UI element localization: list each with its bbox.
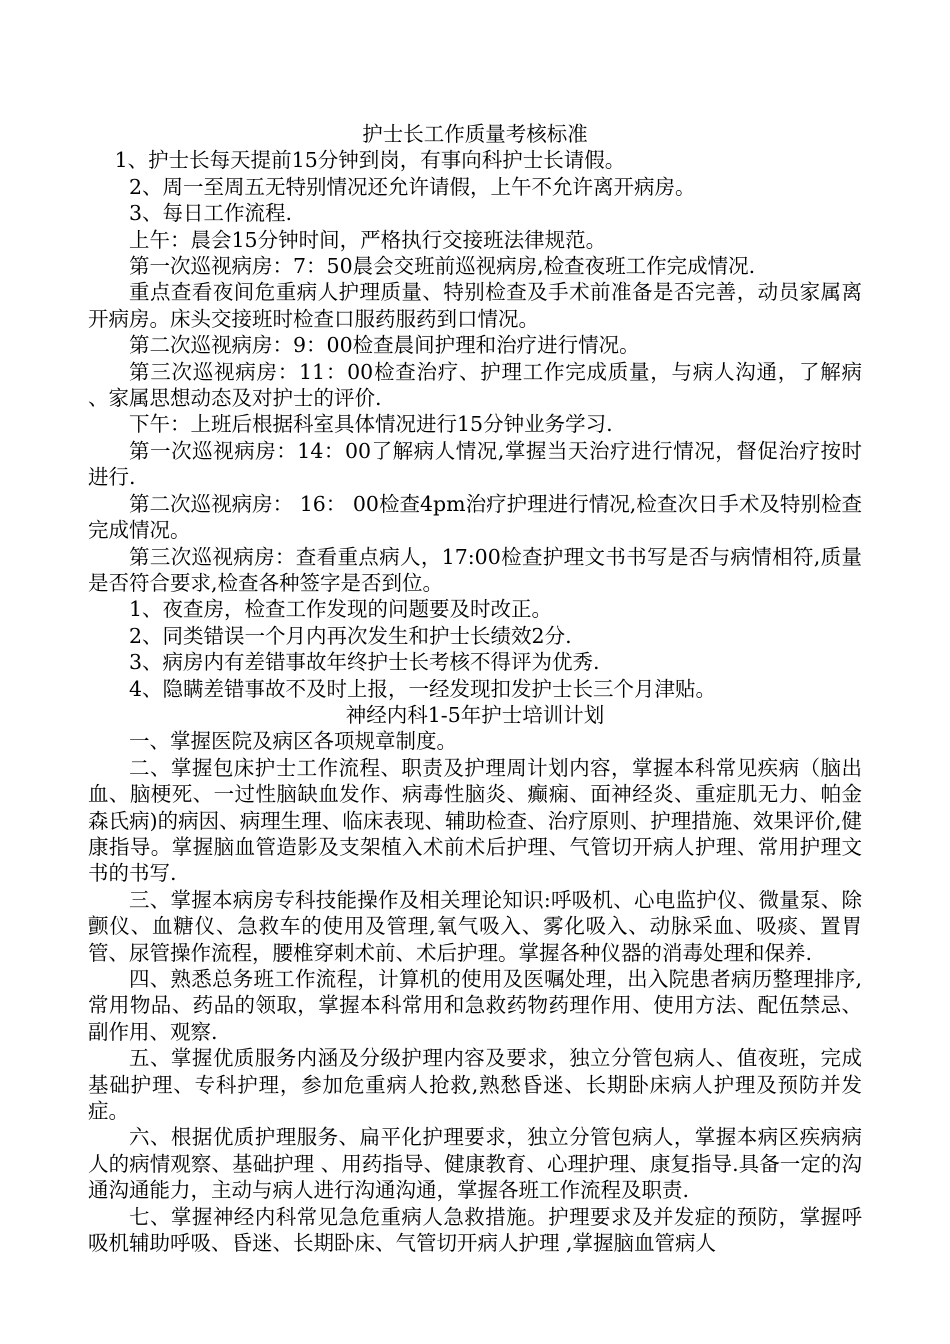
paragraph-s2-7: 七、掌握神经内科常见急危重病人急救措施。护理要求及并发症的预防，掌握呼吸机辅助呼吸、昏迷、长期卧床、气管切开病人护理 ,掌握脑血管病人 [88, 1204, 862, 1256]
paragraph-s2-1: 一、掌握医院及病区各项规章制度。 [129, 729, 457, 754]
paragraph-s2-5: 五、掌握优质服务内涵及分级护理内容及要求，独立分管包病人、值夜班，完成基础护理、专科护理，参加危重病人抢救,熟愁昏迷、长期卧床病人护理及预防并发症。 [88, 1046, 862, 1124]
paragraph-s1-10: 第一次巡视病房：14：00了解病人情况,掌握当天治疗进行情况，督促治疗按时进行. [88, 438, 862, 490]
document-title-training: 神经内科1-5年护士培训计划 [345, 702, 605, 727]
paragraph-s1-11: 第二次巡视病房： 16： 00检查4pm治疗护理进行情况,检查次日手术及特别检查完成情况。 [88, 491, 862, 543]
document-title-assessment: 护士长工作质量考核标准 [362, 122, 588, 146]
paragraph-s1-13: 1、夜查房，检查工作发现的问题要及时改正。 [129, 597, 553, 622]
paragraph-s1-3: 3、每日工作流程. [129, 201, 293, 226]
paragraph-s1-5: 第一次巡视病房：7：50晨会交班前巡视病房,检查夜班工作完成情况. [129, 254, 756, 279]
paragraph-s1-7: 第二次巡视病房：9：00检查晨间护理和治疗进行情况。 [129, 333, 640, 358]
paragraph-s1-8: 第三次巡视病房：11：00检查治疗、护理工作完成质量，与病人沟通，了解病 、家属思想动态及对护士的评价. [88, 359, 862, 411]
paragraph-s1-2: 2、周一至周五无特别情况还允许请假，上午不允许离开病房。 [129, 174, 696, 199]
paragraph-s1-16: 4、隐瞒差错事故不及时上报，一经发现扣发护士长三个月津贴。 [129, 676, 717, 701]
paragraph-s1-6: 重点查看夜间危重病人护理质量、特别检查及手术前准备是否完善，动员家属离开病房。床头交接班时检查口服药服药到口情况。 [88, 280, 862, 331]
paragraph-s2-2: 二、掌握包床护士工作流程、职责及护理周计划内容，掌握本科常见疾病（脑出血、脑梗死、一过性脑缺血发作、病毒性脑炎、癫痫、面神经炎、重症肌无力、帕金森氏病)的病因、病理生理、临床表现、辅助检查、治疗原则、护理措施、效果评价,健康指导。掌握脑血管造影及支架植入术前术后护理、气管切开病人护理、常用护理文书的书写. [88, 755, 862, 886]
paragraph-s2-6: 六、根据优质护理服务、扁平化护理要求，独立分管包病人，掌握本病区疾病病人的病情观察、基础护理 、用药指导、健康教育、心理护理、康复指导.具备一定的沟通沟通能力，主动与病人进行沟通沟通，掌握各班工作流程及职责. [88, 1125, 862, 1203]
paragraph-s1-1: 1、护士长每天提前15分钟到岗，有事向科护士长请假。 [114, 148, 626, 173]
document-page [88, 121, 862, 1256]
paragraph-s1-9: 下午：上班后根据科室具体情况进行15分钟业务学习. [129, 412, 613, 437]
paragraph-s1-12: 第三次巡视病房：查看重点病人，17:00检查护理文书书写是否与病情相符,质量是否符合要求,检查各种签字是否到位。 [88, 544, 862, 595]
paragraph-s1-14: 2、同类错误一个月内再次发生和护士长绩效2分. [129, 623, 572, 648]
paragraph-s2-3: 三、掌握本病房专科技能操作及相关理论知识:呼吸机、心电监护仪、微量泵、除颤仪、血糖仪、急救车的使用及管理,氧气吸入、雾化吸入、动脉采血、吸痰、置胃管、尿管操作流程，腰椎穿刺术前、术后护理。掌握各种仪器的消毒处理和保养. [88, 887, 862, 965]
paragraph-s1-15: 3、病房内有差错事故年终护士长考核不得评为优秀. [129, 650, 600, 675]
paragraph-s2-4: 四、熟悉总务班工作流程，计算机的使用及医嘱处理，出入院患者病历整理排序,常用物品、药品的领取，掌握本科常用和急救药物药理作用、使用方法、配伍禁忌、副作用、观察. [88, 967, 862, 1044]
paragraph-s1-4: 上午：晨会15分钟时间，严格执行交接班法律规范。 [129, 227, 607, 252]
